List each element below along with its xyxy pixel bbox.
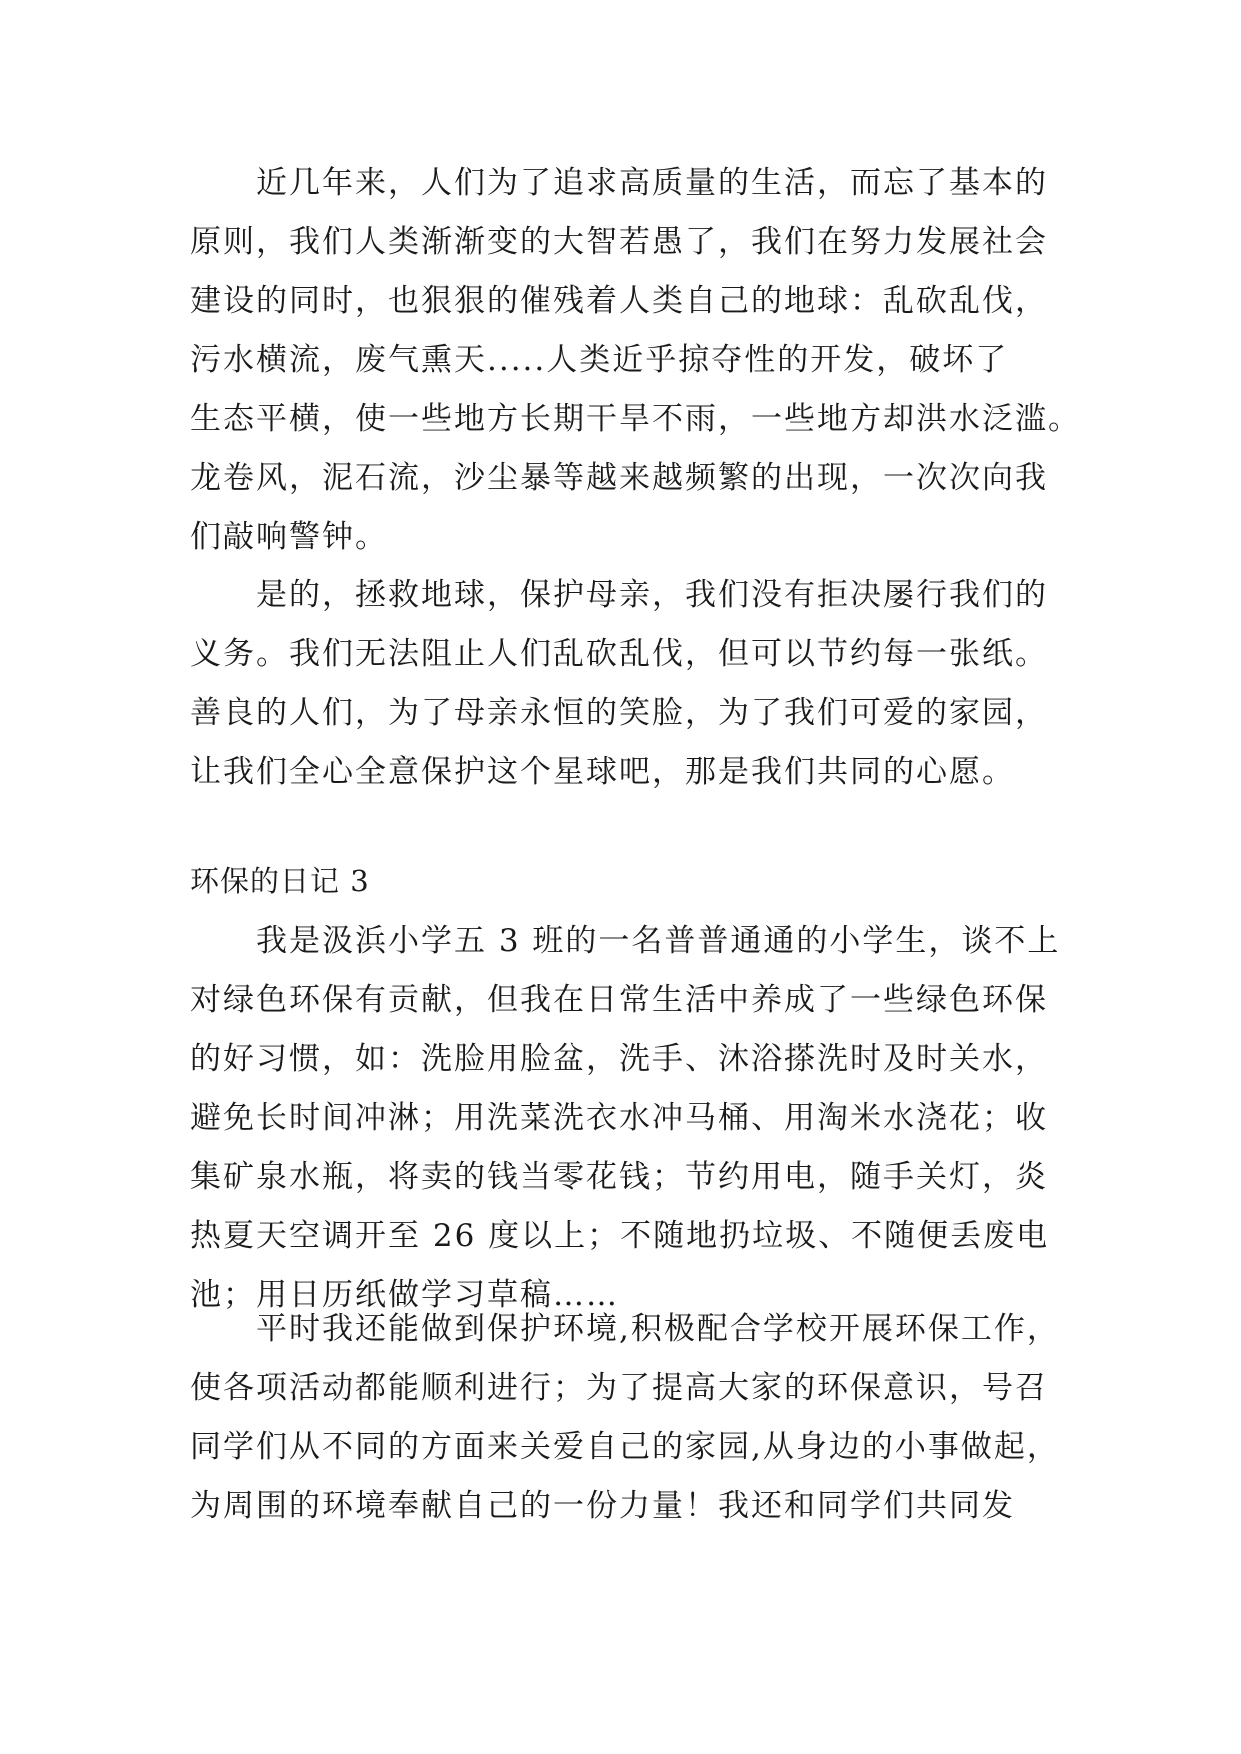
paragraph-4 xyxy=(190,1300,1070,1536)
paragraph-line: 让我们全心全意保护这个星球吧，那是我们共同的心愿。 xyxy=(190,754,1015,790)
paragraph-line: 避免长时间冲淋；用洗菜洗衣水冲马桶、用淘米水浇花；收 xyxy=(190,1100,1048,1136)
paragraph-line: 为周围的环境奉献自己的一份力量！我还和同学们共同发 xyxy=(190,1488,1015,1524)
paragraph-line: 热夏天空调开至 26 度以上；不随地扔垃圾、不随便丢废电 xyxy=(190,1218,1050,1254)
paragraph-line: 建设的同时，也狠狠的催残着人类自己的地球：乱砍乱伐， xyxy=(190,283,1048,319)
paragraph-line: 近几年来，人们为了追求高质量的生活，而忘了基本的 xyxy=(256,165,1048,201)
paragraph-line: 龙卷风，泥石流，沙尘暴等越来越频繁的出现，一次次向我 xyxy=(190,460,1048,496)
paragraph-line: 池；用日历纸做学习草稿…… xyxy=(190,1277,619,1313)
paragraph-line: 义务。我们无法阻止人们乱砍乱伐，但可以节约每一张纸。 xyxy=(190,636,1048,672)
paragraph-3 xyxy=(190,912,1070,1325)
paragraph-line: 对绿色环保有贡献，但我在日常生活中养成了一些绿色环保 xyxy=(190,982,1048,1018)
paragraph-line: 们敲响警钟。 xyxy=(190,519,388,555)
paragraph-line: 生态平横，使一些地方长期干旱不雨，一些地方却洪水泛滥。 xyxy=(190,401,1081,437)
paragraph-line: 集矿泉水瓶，将卖的钱当零花钱；节约用电，随手关灯，炎 xyxy=(190,1159,1048,1195)
paragraph-1 xyxy=(190,154,1081,567)
section-heading: 环保的日记 3 xyxy=(190,864,370,898)
paragraph-line: 污水横流，废气熏天.....人类近乎掠夺性的开发，破坏了 xyxy=(190,342,1009,378)
paragraph-line: 善良的人们，为了母亲永恒的笑脸，为了我们可爱的家园， xyxy=(190,695,1048,731)
paragraph-line: 是的，拯救地球，保护母亲，我们没有拒决屡行我们的 xyxy=(256,577,1048,613)
paragraph-line: 平时我还能做到保护环境,积极配合学校开展环保工作， xyxy=(256,1311,1060,1347)
paragraph-line: 使各项活动都能顺利进行；为了提高大家的环保意识，号召 xyxy=(190,1370,1048,1406)
paragraph-line: 的好习惯，如：洗脸用脸盆，洗手、沐浴搽洗时及时关水， xyxy=(190,1041,1048,1077)
paragraph-line: 原则，我们人类渐渐变的大智若愚了，我们在努力发展社会 xyxy=(190,224,1048,260)
paragraph-line: 同学们从不同的方面来关爱自己的家园,从身边的小事做起， xyxy=(190,1429,1060,1465)
paragraph-line: 我是汲浜小学五 3 班的一名普普通通的小学生，谈不上 xyxy=(256,923,1061,959)
paragraph-2 xyxy=(190,566,1070,802)
